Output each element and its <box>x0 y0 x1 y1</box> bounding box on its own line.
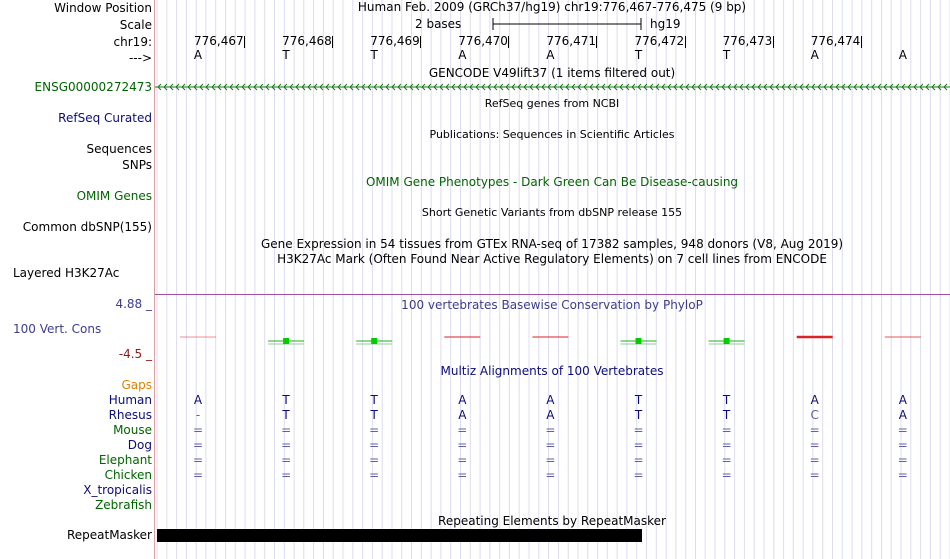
alignment-base: = <box>192 468 204 482</box>
phylop-track-title: 100 vertebrates Basewise Conservation by PhyloP <box>401 298 703 312</box>
dna-base: T <box>634 48 643 62</box>
alignment-base: A <box>458 408 467 422</box>
ruler-tick <box>420 36 421 48</box>
alignment-base: T <box>370 393 378 407</box>
alignment-base: A <box>546 408 555 422</box>
ruler-position-label: 776,470 <box>458 34 508 48</box>
scale-left-text: 2 bases <box>415 17 462 31</box>
alignment-base: A <box>458 393 467 407</box>
species-label[interactable]: Zebrafish <box>95 498 152 512</box>
omim-track-title: OMIM Gene Phenotypes - Dark Green Can Be Disease-causing <box>365 175 739 189</box>
alignment-base: T <box>282 408 290 422</box>
alignment-base: = <box>369 438 380 452</box>
alignment-base: = <box>809 423 820 437</box>
repeatmasker-track-title: Repeating Elements by RepeatMasker <box>438 514 666 528</box>
ruler-position-label: 776,467 <box>194 34 244 48</box>
alignment-base: = <box>457 453 468 467</box>
gencode-gene-feature[interactable] <box>155 80 950 94</box>
alignment-base: A <box>193 393 203 407</box>
ruler-position-label: 776,469 <box>370 34 420 48</box>
dna-base: A <box>898 48 907 62</box>
phylop-score-peak <box>636 338 642 344</box>
alignment-base: = <box>457 468 468 482</box>
alignment-base: = <box>192 438 204 452</box>
window-position-label: Window Position <box>54 1 152 15</box>
alignment-base: = <box>633 468 644 482</box>
alignment-base: T <box>370 408 378 422</box>
alignment-base: = <box>369 468 380 482</box>
gencode-track-title: GENCODE V49lift37 (1 items filtered out) <box>428 66 676 80</box>
scale-right-text: hg19 <box>650 17 681 31</box>
snps-track-label[interactable]: SNPs <box>122 158 152 172</box>
dbsnp-track-label[interactable]: Common dbSNP(155) <box>22 220 152 234</box>
alignment-base: = <box>192 423 204 437</box>
alignment-base: A <box>546 393 555 407</box>
ruler-tick <box>332 36 333 48</box>
alignment-base: C <box>810 408 819 422</box>
alignment-base: = <box>633 423 644 437</box>
repeatmasker-track-label[interactable]: RepeatMasker <box>66 528 152 542</box>
phylop-score-peak <box>724 338 730 344</box>
alignment-base: = <box>721 438 732 452</box>
alignment-base: = <box>633 438 644 452</box>
gaps-label: Gaps <box>121 378 152 392</box>
ruler-position-label: 776,474 <box>810 34 861 48</box>
alignment-base: = <box>721 423 732 437</box>
species-label[interactable]: Mouse <box>113 423 152 437</box>
species-label[interactable]: Dog <box>127 438 152 452</box>
species-label[interactable]: Elephant <box>98 453 152 467</box>
alignment-base: = <box>721 468 732 482</box>
dna-base: A <box>810 48 819 62</box>
ruler-position-label: 776,471 <box>546 34 597 48</box>
publications-track-label[interactable]: Sequences <box>86 142 152 156</box>
gencode-track-label[interactable]: ENSG00000272473 <box>34 80 152 94</box>
ruler-position-label: 776,473 <box>722 34 773 48</box>
species-label[interactable]: Chicken <box>104 468 152 482</box>
dna-base: A <box>458 48 467 62</box>
refseq-track-label[interactable]: RefSeq Curated <box>58 111 152 125</box>
species-label[interactable]: X_tropicalis <box>83 483 152 497</box>
alignment-base: = <box>545 423 556 437</box>
ruler-tick <box>244 36 245 48</box>
dna-base: T <box>282 48 290 62</box>
alignment-base: = <box>809 453 820 467</box>
alignment-base: - <box>195 408 201 422</box>
alignment-base: = <box>457 423 468 437</box>
alignment-base: T <box>282 393 290 407</box>
alignment-base: = <box>545 453 556 467</box>
phylop-signal[interactable] <box>155 326 950 350</box>
phylop-track-label[interactable]: 100 Vert. Cons <box>13 322 102 336</box>
phylop-score-peak <box>283 338 289 344</box>
alignment-base: A <box>810 393 819 407</box>
alignment-base: T <box>634 408 643 422</box>
alignment-base: T <box>722 408 731 422</box>
alignment-base: = <box>281 438 292 452</box>
strand-label: ---> <box>128 51 152 65</box>
alignment-base: = <box>457 438 468 452</box>
species-label[interactable]: Human <box>108 393 152 407</box>
phylop-min-label: -4.5 _ <box>118 347 152 361</box>
species-label[interactable]: Rhesus <box>108 408 152 422</box>
scale-label: Scale <box>119 18 152 32</box>
repeatmasker-element[interactable] <box>157 529 642 542</box>
dna-base: A <box>193 48 203 62</box>
phylop-max-label: 4.88 _ <box>115 297 152 311</box>
phylop-score-peak <box>371 338 377 344</box>
alignment-base: = <box>281 453 292 467</box>
alignment-base: = <box>369 423 380 437</box>
alignment-base: T <box>722 393 731 407</box>
alignment-base: A <box>898 408 907 422</box>
publications-track-title: Publications: Sequences in Scientific Articles <box>429 128 675 141</box>
dna-base: T <box>370 48 378 62</box>
h3k27ac-track-label[interactable]: Layered H3K27Ac <box>13 266 120 280</box>
ruler-tick <box>508 36 509 48</box>
alignment-base: = <box>897 468 908 482</box>
alignment-base: = <box>633 453 644 467</box>
ruler-tick <box>596 36 597 48</box>
h3k27ac-track-title: H3K27Ac Mark (Often Found Near Active Regulatory Elements) on 7 cell lines from ENCODE <box>277 252 827 266</box>
alignment-base: = <box>897 423 908 437</box>
alignment-base: T <box>634 393 643 407</box>
scale-bar <box>488 16 648 32</box>
dna-base: T <box>722 48 731 62</box>
alignment-base: = <box>809 438 820 452</box>
h3k27ac-signal-line <box>155 294 950 295</box>
gtex-track-title: Gene Expression in 54 tissues from GTEx RNA-seq of 17382 samples, 948 donors (V8, Aug 2019) <box>260 237 844 251</box>
dna-base: A <box>546 48 555 62</box>
chrom-label: chr19: <box>113 35 152 49</box>
ruler-tick <box>773 36 774 48</box>
alignment-base: = <box>721 453 732 467</box>
alignment-base: = <box>809 468 820 482</box>
alignment-base: = <box>897 453 908 467</box>
alignment-base: = <box>281 468 292 482</box>
track-label-column <box>0 0 155 559</box>
alignment-base: = <box>369 453 380 467</box>
refseq-track-title: RefSeq genes from NCBI <box>484 97 620 110</box>
omim-track-label[interactable]: OMIM Genes <box>76 189 152 203</box>
window-position-value: Human Feb. 2009 (GRCh37/hg19) chr19:776,467-776,475 (9 bp) <box>357 0 747 14</box>
alignment-base: = <box>545 438 556 452</box>
alignment-base: A <box>898 393 907 407</box>
ruler-position-label: 776,472 <box>634 34 685 48</box>
alignment-base: = <box>281 423 292 437</box>
alignment-base: = <box>192 453 204 467</box>
multiz-track-title: Multiz Alignments of 100 Vertebrates <box>440 364 664 378</box>
alignment-base: = <box>545 468 556 482</box>
ruler-tick <box>685 36 686 48</box>
alignment-base: = <box>897 438 908 452</box>
ruler-tick <box>861 36 862 48</box>
ruler-position-label: 776,468 <box>282 34 332 48</box>
dbsnp-track-title: Short Genetic Variants from dbSNP release 155 <box>421 206 683 219</box>
